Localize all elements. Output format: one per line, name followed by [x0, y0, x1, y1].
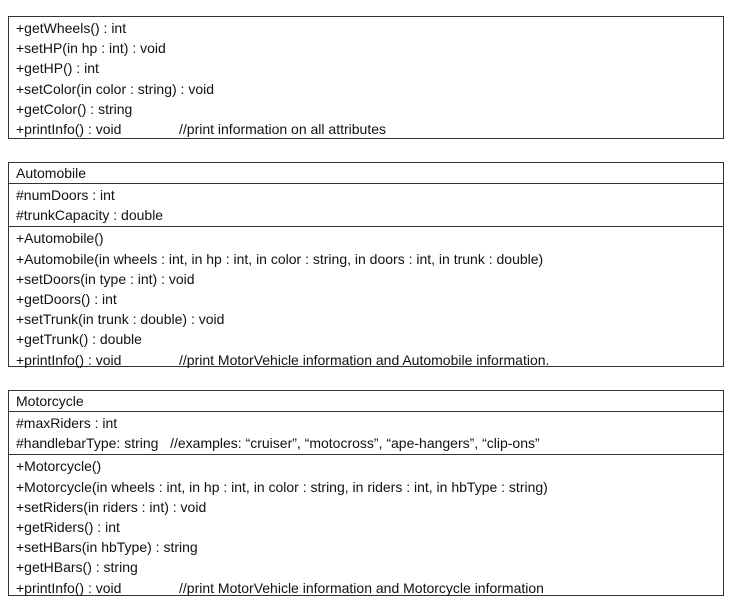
- attribute: #numDoors : int: [16, 187, 115, 203]
- operation: [16, 119, 723, 139]
- operation: [16, 289, 723, 309]
- operation-signature: +getColor() : string: [16, 100, 133, 117]
- uml-class-motorcycle: [8, 390, 724, 596]
- operation: [16, 517, 723, 537]
- class-name: Automobile: [16, 165, 87, 181]
- operation: [16, 38, 723, 58]
- operation-signature: +getDoors() : int: [16, 290, 117, 307]
- operation: [16, 58, 723, 78]
- operation: [16, 79, 723, 99]
- operation-comment: //print information on all attributes: [179, 120, 386, 137]
- operation-signature: +Automobile(in wheels : int, in hp : int, in color : string, in doors : int, in trunk : double): [16, 250, 544, 267]
- operation-signature: +Motorcycle(): [16, 458, 102, 475]
- operation: [16, 350, 723, 370]
- operation-signature: +setRiders(in riders : int) : void: [16, 498, 207, 515]
- operation-signature: +getHP() : int: [16, 60, 99, 77]
- operation: [16, 99, 723, 119]
- operation-signature: +printInfo() : void: [16, 120, 122, 137]
- operation-signature: +setHBars(in hbType) : string: [16, 539, 198, 556]
- operation: [16, 557, 723, 577]
- operation-signature: +getRiders() : int: [16, 518, 120, 535]
- operation-signature: +setDoors(in type : int) : void: [16, 270, 195, 287]
- operation-signature: +getHBars() : string: [16, 559, 138, 576]
- operation: [16, 269, 723, 289]
- operation-comment: //print MotorVehicle information and Automobile information.: [179, 351, 550, 368]
- operation-signature: +getWheels() : int: [16, 20, 127, 36]
- operation-signature: +getTrunk() : double: [16, 331, 142, 348]
- operation: [16, 456, 723, 476]
- class-name: Motorcycle: [16, 393, 84, 409]
- operation: [16, 497, 723, 517]
- operation: [16, 249, 723, 269]
- uml-class-motor-vehicle: [8, 16, 724, 139]
- operation-comment: //print MotorVehicle information and Motorcycle information: [179, 579, 544, 596]
- attributes-section: [9, 183, 723, 226]
- operation-signature: +printInfo() : void: [16, 351, 122, 368]
- operation-signature: +setTrunk(in trunk : double) : void: [16, 311, 225, 328]
- class-name-section: [9, 163, 723, 183]
- operation: [16, 329, 723, 349]
- operation: [16, 537, 723, 557]
- operations-section: [9, 454, 723, 597]
- operation-signature: +Automobile(): [16, 230, 104, 247]
- operation-signature: +setColor(in color : string) : void: [16, 80, 215, 97]
- operation-signature: +Motorcycle(in wheels : int, in hp : int, in color : string, in riders : int, in hbType : string): [16, 478, 548, 495]
- operation-signature: +printInfo() : void: [16, 579, 122, 596]
- operation: [16, 309, 723, 329]
- operation: [16, 578, 723, 598]
- operation: [16, 228, 723, 248]
- operations-section: [9, 226, 723, 369]
- operation: [16, 18, 723, 38]
- attribute: #handlebarType: string //examples: “cruiser”, “motocross”, “ape-hangers”, “clip-ons”: [16, 435, 540, 452]
- operations-section: [9, 17, 723, 139]
- uml-class-automobile: [8, 162, 724, 367]
- operation-signature: +setHP(in hp : int) : void: [16, 40, 166, 57]
- attribute: #trunkCapacity : double: [16, 207, 164, 224]
- operation: [16, 477, 723, 497]
- class-name-section: [9, 391, 723, 411]
- attributes-section: [9, 411, 723, 454]
- attribute: #maxRiders : int: [16, 415, 118, 431]
